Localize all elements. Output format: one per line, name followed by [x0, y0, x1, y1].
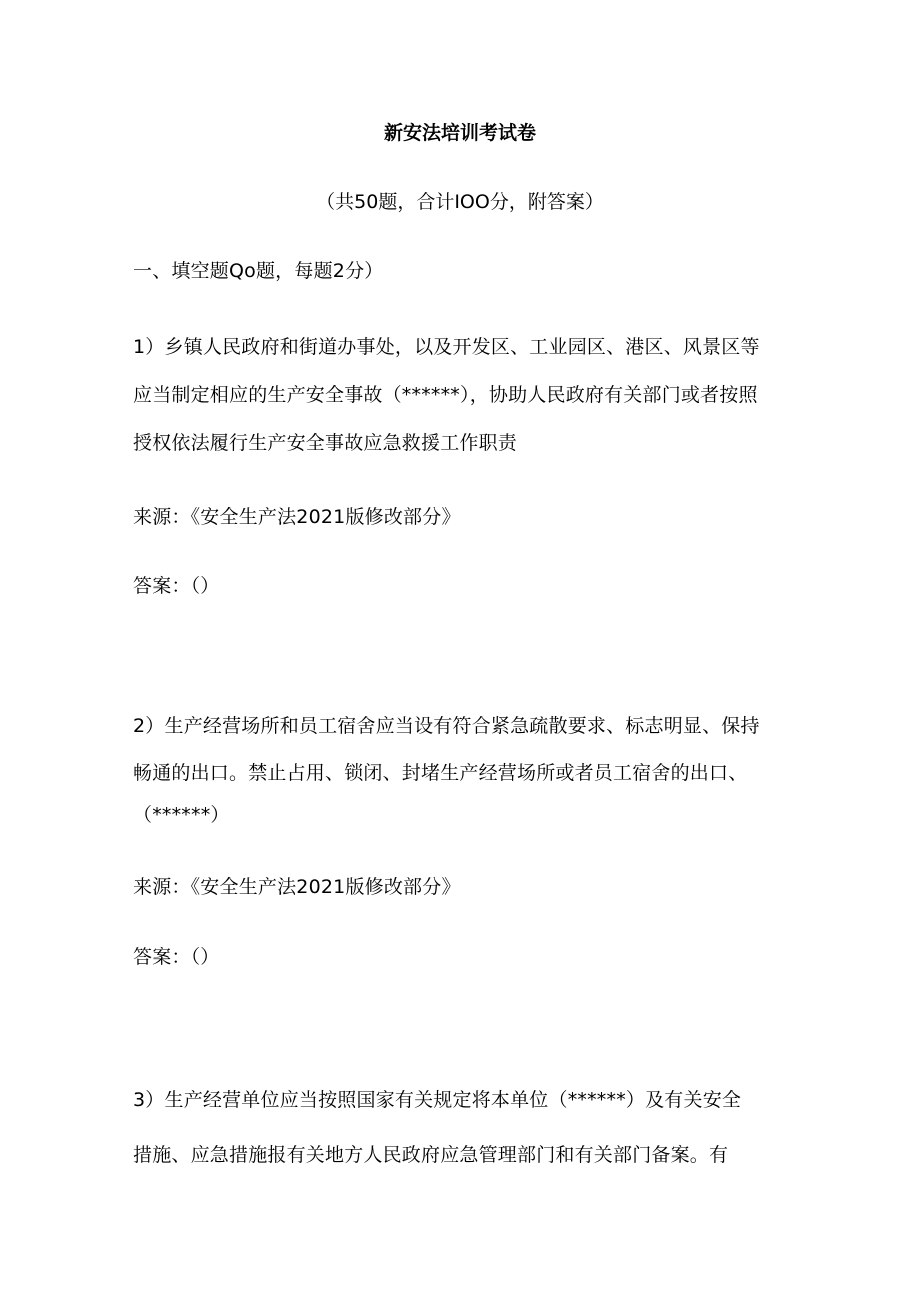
question-2-answer: 答案：（）: [133, 946, 220, 968]
question-1-line-3: 授权依法履行生产安全事故应急救援工作职责: [133, 432, 518, 454]
question-1-line-2: 应当制定相应的生产安全事故（******），协助人民政府有关部门或者按照: [133, 384, 758, 406]
question-3-line-1: 3）生产经营单位应当按照国家有关规定将本单位（******）及有关安全: [133, 1089, 742, 1111]
question-1-line-1: 1）乡镇人民政府和街道办事处，以及开发区、工业园区、港区、风景区等: [133, 336, 760, 358]
question-2-source: 来源：《安全生产法2021版修改部分》: [133, 876, 461, 898]
question-2-line-3: （******）: [133, 804, 230, 826]
question-2-line-2: 畅通的出口。禁止占用、锁闭、封堵生产经营场所或者员工宿舍的出口、: [133, 762, 748, 784]
question-1-answer: 答案：（）: [133, 575, 220, 597]
question-3-line-2: 措施、应急措施报有关地方人民政府应急管理部门和有关部门备案。有: [133, 1144, 729, 1166]
page-subtitle: （共50题，合计IOO分，附答案）: [316, 191, 604, 213]
question-1-source: 来源：《安全生产法2021版修改部分》: [133, 506, 461, 528]
question-2-line-1: 2）生产经营场所和员工宿舍应当设有符合紧急疏散要求、标志明显、保持: [133, 715, 760, 737]
page-title: 新安法培训考试卷: [383, 122, 536, 144]
section-heading: 一、填空题Qo题，每题2分）: [133, 260, 384, 282]
